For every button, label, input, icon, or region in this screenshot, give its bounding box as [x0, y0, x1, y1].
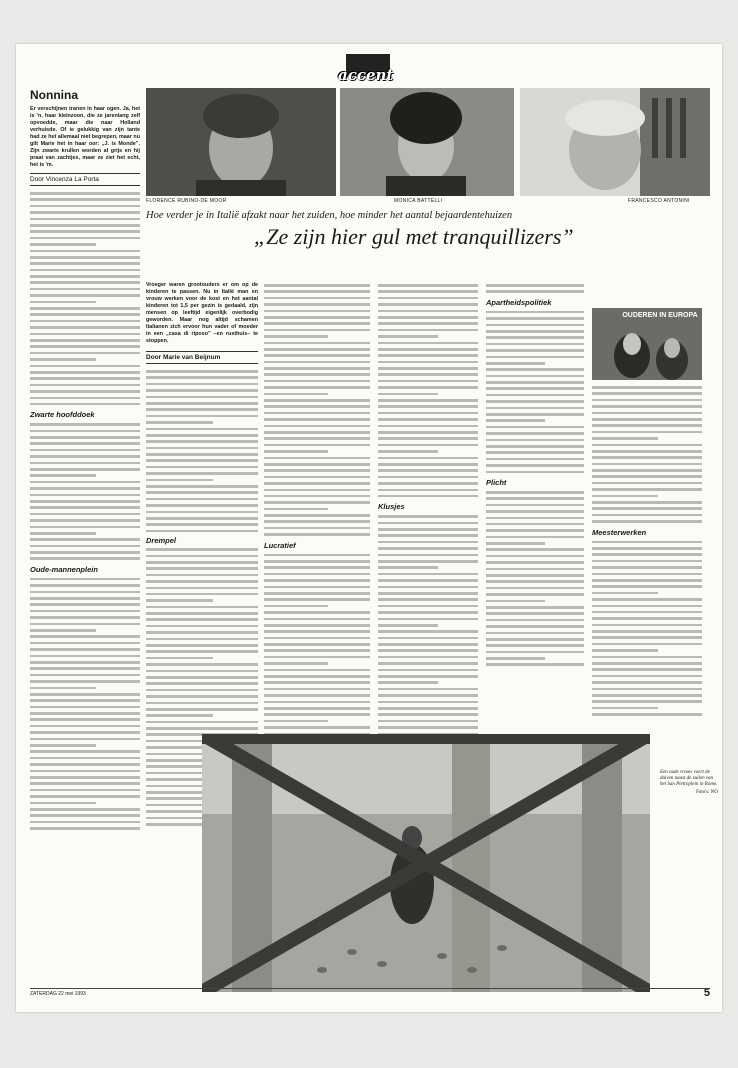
- logo-wordmark: accent: [338, 66, 394, 84]
- main-photo-credit: Foto's: NO: [696, 790, 718, 795]
- caption-battelli: MONICA BATTELLI: [394, 198, 443, 204]
- nonnina-lead: Er verschijnen tranen in haar ogen. Ja, het is 'n, haar kleinzoon, die ze jarenlang zelf opvoedde, maar die naar Holland verhuisde. Of ie gelukkig van zijn tante had ze het allemaal niet begrepen, maar nu gilt Marie het in haar oor: „J. is Monde”. Zijn zwarte krullen worden al grijs en hij praat van zachtjes, maar ze ziet het echt, het is 'm.: [30, 106, 140, 168]
- nonnina-body-1: [30, 190, 140, 407]
- nonnina-column: [30, 88, 140, 832]
- newspaper-page: [16, 44, 722, 1012]
- article-subhead: Hoe verder je in Italië afzakt naar het zuiden, hoe minder het aantal bejaardentehuizen: [146, 210, 513, 221]
- main-photo-pigeons: [202, 734, 650, 992]
- subhead-lucratief: Lucratief: [264, 540, 296, 550]
- text-line: [30, 555, 140, 561]
- subhead-drempel: Drempel: [146, 536, 177, 546]
- article-headline: „Ze zijn hier gul met tranquillizers”: [254, 224, 574, 249]
- article-col1-body-a: [146, 368, 258, 534]
- text-line: [30, 401, 140, 407]
- subhead-plicht: Plicht: [486, 477, 507, 487]
- portrait-rubino-image: [146, 88, 336, 196]
- nonnina-subhead-2: Oude-mannenplein: [30, 564, 98, 574]
- nonnina-body-2: [30, 421, 140, 562]
- portrait-battelli-image: [340, 88, 514, 196]
- text-line: [486, 661, 584, 667]
- article-lead-text: Vroeger waren grootouders er om op de kinderen te passen. Nu in Italië man en vrouw werken voor de kost en het aantal kinderen tot 1,5 per gezin is gedaald, zijn mensen op leeftijd eigenlijk overbodig geworden. Maar nog altijd schamen Italianen zich ervoor hun vader of moeder in een „casa di riposo” –en rusthuis– te stoppen.: [146, 282, 258, 344]
- footer-date: ZATERDAG 22 mei 1993: [30, 991, 86, 997]
- text-line: [30, 825, 140, 831]
- nonnina-title: Nonnina: [30, 88, 78, 102]
- text-line: [592, 518, 702, 524]
- caption-rubino: FLORENCE RUBINO-DE MOOR: [146, 198, 227, 204]
- text-line: [264, 531, 370, 537]
- subhead-klusjes: Klusjes: [378, 502, 405, 512]
- article-col4-body-c: [486, 489, 584, 668]
- text-line: [592, 711, 702, 717]
- subhead-apartheid: Apartheidspolitiek: [486, 297, 552, 307]
- article-col5-body-a: [592, 384, 702, 525]
- text-line: [486, 469, 584, 475]
- article-col5-body-b: [592, 539, 702, 718]
- portrait-photo-rubino: [146, 88, 336, 196]
- main-photo-image: [202, 734, 650, 992]
- portrait-antonini-image: [520, 88, 710, 196]
- article-byline: Door Marie van Beijnum: [146, 351, 258, 364]
- article-col3: [378, 282, 478, 807]
- article-col4-body-b: [486, 309, 584, 475]
- article-col3-body-a: [378, 282, 478, 499]
- section-logo: [334, 48, 404, 88]
- main-photo-caption-text: Een oude vrouw voert de duiven naast de zuilen van het San Pietroplein in Rome.: [660, 770, 718, 787]
- inset-title: OUDEREN IN EUROPA: [622, 312, 698, 319]
- article-col2: [264, 282, 370, 807]
- inset-photo-europa: [592, 308, 702, 380]
- nonnina-body-3: [30, 576, 140, 832]
- main-photo-caption: [660, 770, 718, 796]
- article-col5: [592, 384, 702, 718]
- nonnina-byline: Door Vincenza La Porta: [30, 173, 140, 186]
- text-line: [146, 528, 258, 534]
- text-line: [486, 288, 584, 294]
- portrait-photo-antonini: [520, 88, 710, 196]
- nonnina-subhead-1: Zwarte hoofddoek: [30, 410, 95, 420]
- subhead-meesterwerken: Meesterwerken: [592, 527, 647, 537]
- article-col2-body-a: [264, 282, 370, 538]
- portrait-photo-battelli: [340, 88, 514, 196]
- page-number: 5: [703, 987, 710, 999]
- page-footer: [30, 988, 710, 997]
- caption-antonini: FRANCESCO ANTONINI: [628, 198, 690, 204]
- text-line: [378, 493, 478, 499]
- article-col4: [486, 282, 584, 668]
- article-col4-body-a: [486, 282, 584, 295]
